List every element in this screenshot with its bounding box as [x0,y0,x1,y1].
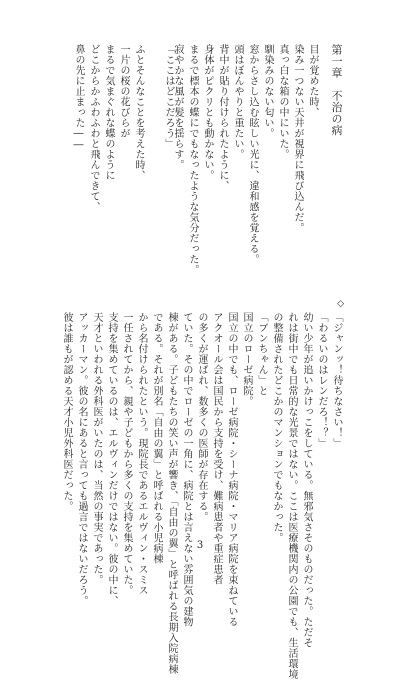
text-line: 頭はぼんやりと重たい。 [232,44,243,160]
text-line: アクオール会は国民から支持を受け、難病患者や重症患者 [211,312,222,585]
text-line: 目が覚めた時、 [307,44,318,118]
text-line: 天才といわれる外科医がいたのは、当然の事実であった。 [91,312,102,585]
text-line: 染み一つない天井が視界に飛び込んだ。 [292,44,303,233]
text-line: アッカーマン。彼の名にあると言っても過言ではないだろう。 [76,312,87,606]
text-line: から名付けられたという。現院長であるエルヴィン・スミス [136,312,147,596]
text-line: 一任されてから、親や子どもから多くの支持を集めていた。 [121,312,132,596]
text-line: 「ジャンッ！待ちなさい！」 [331,312,342,449]
text-line: れは街中でも日常的な光景ではない。ここは医療機関内の公園でも、生活環境 [286,312,297,680]
section-break-diamond: ◇ [337,299,344,309]
upper-paragraph-2 [71,44,146,212]
lower-paragraph [59,312,344,680]
text-line: 窓からさし込む眩しい光に、違和感を覚える。 [247,44,258,265]
text-line: 鼻の先に止まった―― [73,44,84,151]
text-line: である。それが別名「自由の翼」と呼ばれる小児病棟 [151,312,162,564]
text-line: 真っ白な箱の中にいた。 [277,44,288,160]
text-line: 支持を集めているのは、エルヴィンだけではない。彼の中に、 [106,312,117,606]
text-line: どこからかふわふわと飛んできて、 [88,44,99,212]
text-line: 馴染みのない匂い。 [262,44,273,139]
text-line: 一片の桜の花びらが [118,44,129,139]
text-line: 国立のローゼ病院。 [241,312,252,407]
text-line: 身体がピクリとも動かない。 [202,44,213,181]
text-line: の整備されたどこかのマンションでもなかった。 [271,312,282,543]
text-line: まるで標本の蝶にでもなったような気分だった。 [187,44,198,275]
text-line: 背中が貼り付けられたように、 [217,44,228,191]
dialogue-quote: 「ここはどこだろう」 [163,44,174,149]
text-line: 「ブンちゃん」と [256,312,267,396]
text-line: まるで気まぐれな蝶のように [103,44,114,181]
upper-paragraph-1 [170,44,320,275]
text-line: 棟がある。子どもたちの笑い声が響き、「自由の翼」と呼ばれる長期入院病棟 [166,312,177,675]
page-number: 3 [196,540,204,551]
text-line: 幼い少年が追いかけっこをしている。無邪気さそのものだった。ただそ [301,312,312,648]
chapter-title: 第一章 不治の病 [330,44,343,136]
text-line: 国立の中でも、ローゼ病院・シーナ病院・マリア病院を束ねている [226,312,237,627]
text-line: の多くが運ばれ、数多くの医師が存在する。 [196,312,207,522]
text-line: ていた。その中でローゼの一角に、病院とは言えない雰囲気の建物 [181,312,192,627]
text-line: 彼は誰もが認める天才小児外科医だった。 [61,312,72,512]
text-line: 寂やかな風が髪を揺らす。 [172,44,183,170]
text-line: 「わるいのはレンだろ！？」 [316,312,327,449]
text-line: ふとそんなことを考えた時、 [133,44,144,181]
